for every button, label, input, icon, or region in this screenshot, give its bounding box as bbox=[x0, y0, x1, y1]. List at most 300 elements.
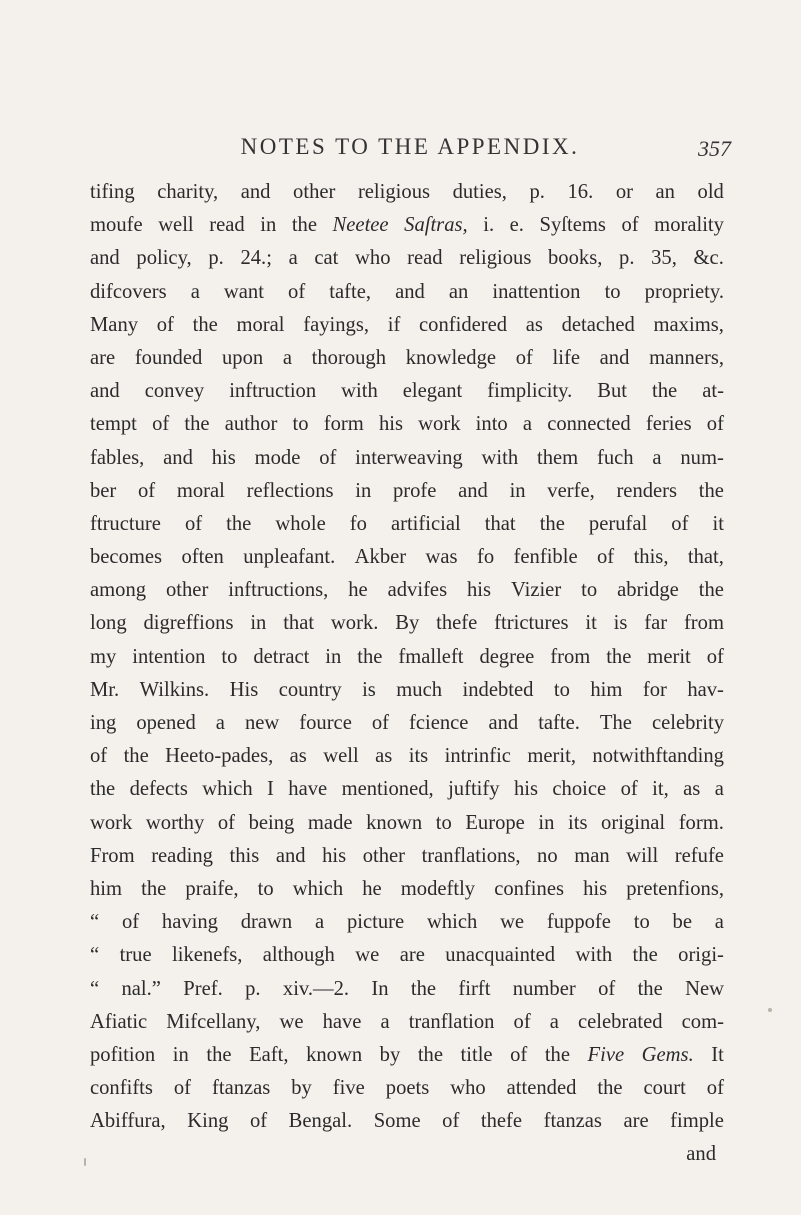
word: a bbox=[714, 778, 724, 801]
word: in bbox=[509, 479, 526, 502]
text-line bbox=[90, 309, 724, 342]
word: New bbox=[685, 977, 724, 1000]
word: we bbox=[279, 1010, 304, 1033]
word: is bbox=[362, 678, 376, 701]
word: thefe bbox=[436, 612, 478, 635]
word: of bbox=[510, 1043, 528, 1066]
word: e. bbox=[509, 214, 524, 237]
word: Saſtras, bbox=[404, 214, 468, 237]
word: nal.” bbox=[121, 977, 161, 1000]
word: this, bbox=[633, 546, 669, 569]
word: old bbox=[697, 181, 724, 203]
word: confines bbox=[494, 877, 564, 900]
word: the bbox=[417, 1043, 443, 1066]
word: in bbox=[260, 214, 277, 237]
word: the bbox=[226, 512, 252, 535]
word: my bbox=[90, 645, 117, 668]
word: a bbox=[190, 280, 200, 303]
running-head: NOTES TO THE APPENDIX. bbox=[240, 134, 580, 159]
text-line bbox=[90, 475, 724, 508]
word: who bbox=[450, 1077, 486, 1100]
word: Bengal. bbox=[288, 1110, 353, 1133]
word: Abiffura, bbox=[90, 1110, 166, 1133]
word: p. bbox=[208, 247, 224, 270]
word: from bbox=[683, 612, 724, 635]
word: his bbox=[583, 877, 608, 900]
word: a bbox=[522, 413, 533, 436]
word: reading bbox=[151, 844, 213, 867]
word: being bbox=[248, 811, 295, 834]
word: to bbox=[435, 811, 452, 834]
word: read bbox=[407, 247, 443, 270]
word: 35, bbox=[651, 247, 677, 270]
word: elegant bbox=[402, 380, 463, 403]
word: books, bbox=[548, 247, 603, 270]
word: ftrictures bbox=[494, 612, 569, 635]
word: are bbox=[623, 1110, 649, 1133]
word: was bbox=[425, 546, 458, 569]
word: Gems. bbox=[641, 1043, 694, 1066]
word: fuch bbox=[596, 446, 634, 469]
word: have bbox=[322, 1010, 362, 1033]
word: as bbox=[289, 745, 307, 768]
word: intention bbox=[132, 645, 206, 668]
word: tranflation bbox=[408, 1010, 495, 1033]
word: to bbox=[604, 280, 621, 303]
word: maxims, bbox=[653, 313, 724, 336]
word: work bbox=[90, 811, 133, 834]
text-line bbox=[90, 375, 724, 408]
word: of bbox=[621, 214, 639, 237]
word: and bbox=[599, 346, 630, 369]
word: His bbox=[229, 678, 259, 701]
word: digreffions bbox=[143, 612, 234, 635]
word: the bbox=[192, 313, 218, 336]
word: of bbox=[173, 1077, 192, 1100]
word: com- bbox=[681, 1010, 724, 1033]
word: ber bbox=[90, 479, 117, 502]
word: founded bbox=[134, 346, 203, 369]
word: attended bbox=[506, 1077, 577, 1100]
word: the bbox=[544, 1043, 570, 1066]
word: the bbox=[632, 944, 658, 967]
word: of bbox=[371, 712, 389, 734]
word: as bbox=[375, 745, 393, 768]
word: an bbox=[448, 280, 469, 303]
word: of bbox=[513, 1010, 531, 1033]
word: fayings, bbox=[303, 313, 370, 336]
word: far bbox=[644, 612, 668, 635]
word: renders bbox=[616, 479, 678, 502]
word: the bbox=[637, 977, 663, 1000]
word: of bbox=[442, 1110, 460, 1133]
word: inattention bbox=[492, 280, 581, 303]
word: the bbox=[606, 645, 632, 668]
word: of bbox=[121, 911, 140, 934]
word: thefe bbox=[480, 1110, 523, 1133]
word: a bbox=[282, 346, 292, 369]
word: pofition bbox=[90, 1043, 156, 1066]
word: no bbox=[537, 844, 558, 867]
word: who bbox=[355, 247, 391, 270]
word: duties, bbox=[452, 181, 507, 203]
word: the bbox=[357, 645, 383, 668]
word: moufe bbox=[90, 214, 143, 237]
word: ftanzas bbox=[543, 1110, 602, 1133]
word: that, bbox=[687, 546, 724, 569]
word: detract bbox=[253, 645, 310, 668]
word: and bbox=[163, 446, 193, 469]
word: in bbox=[250, 612, 267, 635]
word: Europe bbox=[465, 811, 525, 834]
word: King bbox=[187, 1110, 229, 1133]
word: of bbox=[156, 313, 174, 336]
text-line bbox=[90, 939, 724, 972]
word: well bbox=[158, 214, 194, 237]
word: whole bbox=[275, 512, 326, 535]
word: of bbox=[319, 446, 337, 469]
word: this bbox=[229, 844, 260, 867]
word: feries bbox=[645, 413, 692, 436]
word: author bbox=[224, 413, 278, 436]
word: choice bbox=[552, 778, 607, 801]
word: have bbox=[288, 778, 328, 801]
word: hav- bbox=[687, 678, 724, 701]
word: is bbox=[613, 612, 628, 635]
word: praife, bbox=[185, 877, 239, 900]
word: form bbox=[323, 413, 364, 436]
word: to bbox=[633, 911, 650, 934]
word: an bbox=[655, 181, 675, 203]
word: merit, bbox=[527, 745, 576, 768]
word: much bbox=[396, 678, 443, 701]
word: upon bbox=[221, 346, 264, 369]
word: that bbox=[283, 612, 315, 635]
word: abridge bbox=[617, 579, 679, 602]
text-line bbox=[90, 840, 724, 873]
page-number: 357 bbox=[698, 136, 731, 161]
word: his bbox=[378, 413, 403, 436]
word: of bbox=[184, 512, 203, 535]
word: its bbox=[408, 745, 429, 768]
text-line bbox=[90, 773, 724, 806]
word: as bbox=[683, 778, 701, 801]
word: with bbox=[575, 944, 613, 967]
text-line bbox=[90, 873, 724, 906]
word: num- bbox=[680, 446, 724, 469]
word: p. bbox=[529, 181, 545, 203]
word: policy, bbox=[136, 247, 192, 270]
word: form. bbox=[678, 811, 724, 834]
word: of bbox=[515, 346, 533, 369]
word: if bbox=[387, 313, 401, 336]
word: it bbox=[585, 612, 597, 635]
word: at- bbox=[702, 380, 724, 403]
word: It bbox=[711, 1043, 724, 1066]
word: difcovers bbox=[90, 280, 167, 303]
text-line bbox=[90, 674, 724, 707]
word: fimplicity. bbox=[487, 380, 573, 403]
word: notwithftanding bbox=[592, 745, 724, 768]
word: p. bbox=[245, 977, 261, 1000]
word: confifts bbox=[90, 1077, 153, 1100]
word: and bbox=[90, 247, 120, 270]
word: Eaft, bbox=[249, 1043, 289, 1066]
word: inftructions, bbox=[228, 579, 329, 602]
word: of bbox=[598, 977, 616, 1000]
text-line bbox=[90, 641, 724, 674]
paper-speck bbox=[84, 1158, 86, 1166]
word: which bbox=[202, 778, 253, 801]
word: convey bbox=[144, 380, 205, 403]
word: Mr. bbox=[90, 678, 120, 701]
word: read bbox=[209, 214, 245, 237]
word: to bbox=[257, 877, 274, 900]
word: it bbox=[712, 512, 724, 535]
word: and bbox=[395, 280, 425, 303]
word: I bbox=[267, 778, 274, 801]
text-line bbox=[90, 1072, 724, 1105]
word: having bbox=[161, 911, 218, 934]
paper-speck bbox=[768, 1008, 772, 1012]
word: often bbox=[181, 546, 224, 569]
word: perufal bbox=[588, 512, 648, 535]
word: which bbox=[292, 877, 344, 900]
text-line bbox=[90, 242, 724, 275]
word: charity, bbox=[157, 181, 219, 203]
catchword: and bbox=[686, 1143, 716, 1166]
word: of bbox=[706, 645, 724, 668]
word: fmalleft bbox=[398, 645, 464, 668]
word: tranflations, bbox=[421, 844, 521, 867]
word: and bbox=[458, 479, 488, 502]
word: well bbox=[323, 745, 359, 768]
word: juftify bbox=[448, 778, 500, 801]
word: the bbox=[597, 1077, 623, 1100]
word: which bbox=[426, 911, 478, 934]
word: to bbox=[581, 579, 598, 602]
word: the bbox=[206, 1043, 232, 1066]
word: The bbox=[599, 712, 632, 734]
word: we bbox=[500, 911, 525, 934]
word: true bbox=[119, 944, 152, 967]
text-line bbox=[90, 408, 724, 441]
word: cat bbox=[314, 247, 339, 270]
word: into bbox=[475, 413, 508, 436]
word: although bbox=[262, 944, 335, 967]
word: other bbox=[362, 844, 406, 867]
word: known bbox=[306, 1043, 363, 1066]
word: court bbox=[643, 1077, 686, 1100]
word: inftruction bbox=[229, 380, 317, 403]
word: knowledge bbox=[405, 346, 497, 369]
text-line bbox=[90, 209, 724, 242]
word: interweaving bbox=[355, 446, 463, 469]
word: Mifcellany, bbox=[166, 1010, 261, 1033]
word: of bbox=[671, 512, 689, 535]
word: verfe, bbox=[547, 479, 595, 502]
word: it, bbox=[652, 778, 669, 801]
word: artificial bbox=[390, 512, 461, 535]
word: him bbox=[90, 877, 123, 900]
word: in bbox=[355, 479, 372, 502]
word: celebrated bbox=[577, 1010, 663, 1033]
word: a bbox=[652, 446, 662, 469]
word: confidered bbox=[419, 313, 508, 336]
text-line bbox=[90, 276, 724, 309]
word: Pref. bbox=[183, 977, 223, 1000]
word: fource bbox=[299, 712, 352, 734]
word: for bbox=[642, 678, 667, 701]
word: in bbox=[538, 811, 555, 834]
word: a bbox=[315, 911, 325, 934]
text-line bbox=[90, 740, 724, 773]
word: in bbox=[172, 1043, 189, 1066]
text-line bbox=[90, 973, 724, 1006]
word: indebted bbox=[462, 678, 534, 701]
word: are bbox=[399, 944, 425, 967]
word: with bbox=[481, 446, 519, 469]
word: Afiatic bbox=[90, 1010, 148, 1033]
word: From bbox=[90, 844, 135, 867]
word: of bbox=[138, 479, 156, 502]
word: five bbox=[332, 1077, 365, 1100]
word: the bbox=[141, 877, 167, 900]
word: moral bbox=[236, 313, 285, 336]
word: degree bbox=[479, 645, 535, 668]
word: religious bbox=[459, 247, 532, 270]
word: him bbox=[590, 678, 623, 701]
word: origi- bbox=[678, 944, 724, 967]
word: fuppofe bbox=[546, 911, 611, 934]
word: and bbox=[240, 181, 271, 203]
word: But bbox=[597, 380, 628, 403]
text-line bbox=[90, 574, 724, 607]
word: tifing bbox=[90, 181, 135, 203]
word: work bbox=[418, 413, 461, 436]
word: title bbox=[460, 1043, 493, 1066]
word: a bbox=[714, 911, 724, 934]
word: worthy bbox=[145, 811, 205, 834]
text-line bbox=[90, 342, 724, 375]
word: to bbox=[292, 413, 309, 436]
word: the bbox=[184, 413, 210, 436]
word: man bbox=[574, 844, 610, 867]
text-line bbox=[90, 707, 724, 740]
word: becomes bbox=[90, 546, 163, 569]
word: he bbox=[348, 579, 368, 602]
word: among bbox=[90, 579, 147, 602]
text-line bbox=[90, 176, 724, 209]
word: of bbox=[620, 778, 638, 801]
word: Five bbox=[587, 1043, 625, 1066]
text-line bbox=[90, 1006, 724, 1039]
word: manners, bbox=[649, 346, 724, 369]
word: its bbox=[568, 811, 588, 834]
word: religious bbox=[357, 181, 431, 203]
word: fimple bbox=[670, 1110, 724, 1133]
word: with bbox=[341, 380, 378, 403]
word: of bbox=[90, 745, 108, 768]
word: defects bbox=[129, 778, 188, 801]
word: the bbox=[123, 745, 149, 768]
word: thorough bbox=[311, 346, 387, 369]
word: original bbox=[601, 811, 666, 834]
word: of bbox=[152, 413, 170, 436]
word: are bbox=[90, 346, 116, 369]
word: fo bbox=[476, 546, 495, 569]
word: his bbox=[467, 579, 492, 602]
word: picture bbox=[346, 911, 405, 934]
word: he bbox=[362, 877, 382, 900]
text-line bbox=[90, 541, 724, 574]
word: as bbox=[525, 313, 543, 336]
word: by bbox=[379, 1043, 401, 1066]
text-line bbox=[90, 508, 724, 541]
word: that bbox=[484, 512, 516, 535]
text-line bbox=[90, 442, 724, 475]
word: likenefs, bbox=[172, 944, 243, 967]
word: ftanzas bbox=[211, 1077, 271, 1100]
text-line bbox=[90, 807, 724, 840]
word: other bbox=[165, 579, 209, 602]
word: i. bbox=[483, 214, 495, 237]
word: fcience bbox=[409, 712, 469, 734]
word: his bbox=[322, 844, 347, 867]
word: Syſtems bbox=[539, 214, 606, 237]
word: “ bbox=[90, 911, 100, 934]
word: and bbox=[90, 380, 120, 403]
word: Neetee bbox=[332, 214, 389, 237]
word: Wilkins. bbox=[139, 678, 210, 701]
word: 16. bbox=[567, 181, 594, 203]
word: In bbox=[371, 977, 389, 1000]
word: p. bbox=[619, 247, 635, 270]
word: tafte, bbox=[329, 280, 371, 303]
word: unpleafant. bbox=[243, 546, 336, 569]
word: a bbox=[380, 1010, 390, 1033]
word: morality bbox=[654, 214, 724, 237]
word: of bbox=[288, 280, 306, 303]
word: or bbox=[615, 181, 633, 203]
word: profe bbox=[392, 479, 437, 502]
text-line bbox=[90, 607, 724, 640]
text-line bbox=[90, 1039, 724, 1072]
word: life bbox=[552, 346, 580, 369]
word: of bbox=[706, 1077, 724, 1100]
text-line bbox=[90, 906, 724, 939]
word: xiv.—2. bbox=[282, 977, 350, 1000]
word: want bbox=[223, 280, 264, 303]
word: long bbox=[90, 612, 127, 635]
word: Akber bbox=[354, 546, 407, 569]
word: the bbox=[698, 579, 724, 602]
word: a bbox=[288, 247, 298, 270]
word: number bbox=[512, 977, 576, 1000]
word: fenfible bbox=[513, 546, 578, 569]
word: work. bbox=[330, 612, 379, 635]
word: other bbox=[293, 181, 336, 203]
word: opened bbox=[136, 712, 196, 734]
word: moral bbox=[176, 479, 225, 502]
word: merit bbox=[647, 645, 691, 668]
word: Some bbox=[373, 1110, 421, 1133]
word: Many bbox=[90, 313, 139, 336]
word: refufe bbox=[674, 844, 724, 867]
word: poets bbox=[385, 1077, 430, 1100]
word: and bbox=[275, 844, 306, 867]
word: intrinfic bbox=[444, 745, 511, 768]
